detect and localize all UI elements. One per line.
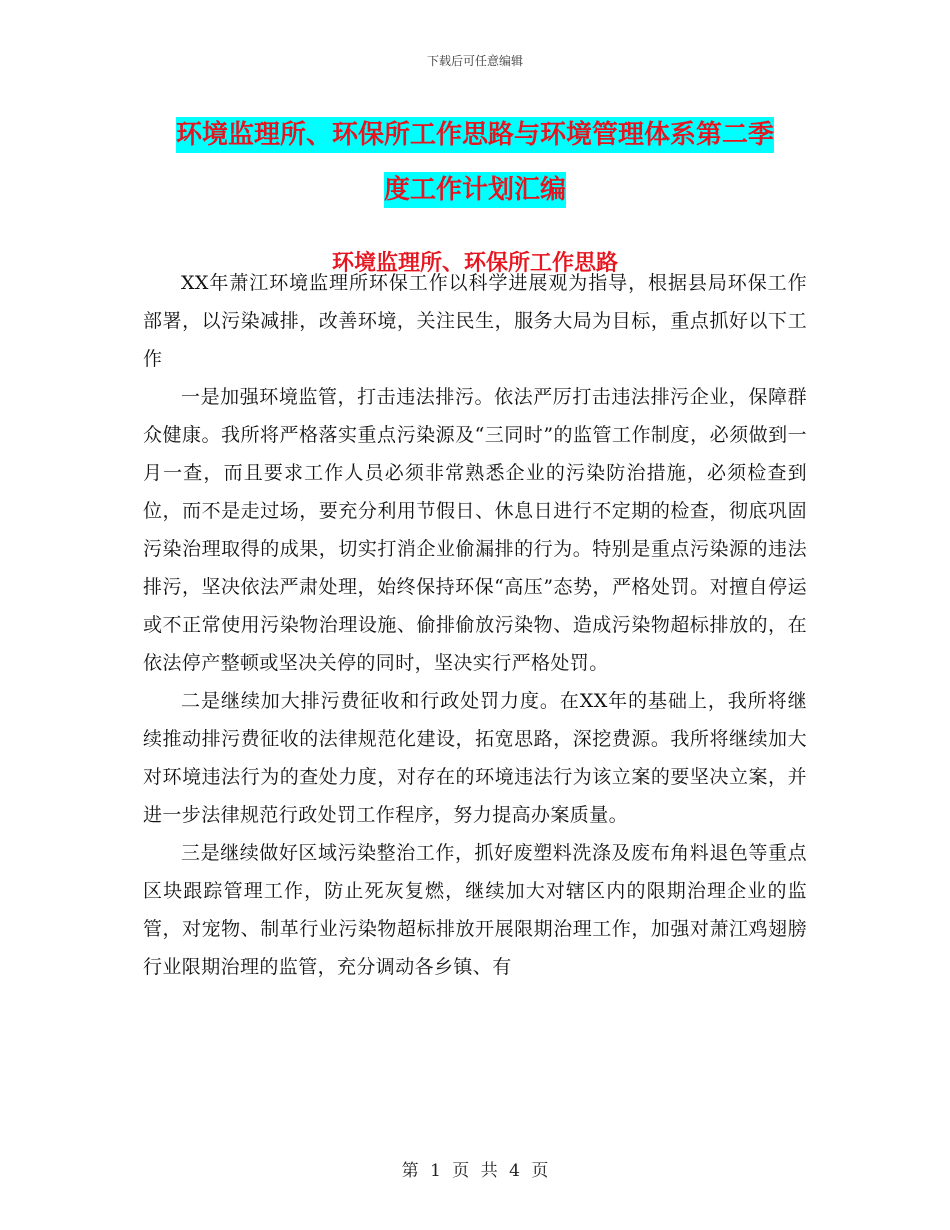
document-body <box>143 264 807 986</box>
paragraph: 一是加强环境监管，打击违法排污。依法严厉打击违法排污企业，保障群众健康。我所将严格落实重点污染源及“三同时”的监管工作制度，必须做到一月一查，而且要求工作人员必须非常熟悉企业的污染防治措施，必须检查到位，而不是走过场，要充分利用节假日、休息日进行不定期的检查，彻底巩固污染治理取得的成果，切实打消企业偷漏排的行为。特别是重点污染源的违法排污，坚决依法严肃处理，始终保持环保“高压”态势，严格处罚。对擅自停运或不正常使用污染物治理设施、偷排偷放污染物、造成污染物超标排放的，在依法停产整顿或坚决关停的同时，坚决实行严格处罚。 <box>143 386 807 674</box>
page-header: 下载后可任意编辑 <box>426 54 523 68</box>
title-line-1: 环境监理所、环保所工作思路与环境管理体系第二季 <box>176 117 774 153</box>
document-title <box>140 108 810 218</box>
paragraph: XX年萧江环境监理所环保工作以科学进展观为指导，根据县局环保工作部署，以污染减排，改善环境，关注民生，服务大局为目标，重点抓好以下工作 <box>143 272 807 370</box>
page-footer: 第 1 页 共 4 页 <box>401 1161 549 1181</box>
paragraph: 二是继续加大排污费征收和行政处罚力度。在XX年的基础上，我所将继续推动排污费征收的法律规范化建设，拓宽思路，深挖费源。我所将继续加大对环境违法行为的查处力度，对存在的环境违法行为该立案的要坚决立案，并进一步法律规范行政处罚工作程序，努力提高办案质量。 <box>143 690 807 826</box>
section-title: 环境监理所、环保所工作思路 <box>331 251 618 276</box>
title-line-2: 度工作计划汇编 <box>384 172 566 208</box>
paragraph: 三是继续做好区域污染整治工作，抓好废塑料洗涤及废布角料退色等重点区块跟踪管理工作，防止死灰复燃，继续加大对辖区内的限期治理企业的监管，对宠物、制革行业污染物超标排放开展限期治理工作，加强对萧江鸡翅膀行业限期治理的监管，充分调动各乡镇、有 <box>143 842 807 978</box>
